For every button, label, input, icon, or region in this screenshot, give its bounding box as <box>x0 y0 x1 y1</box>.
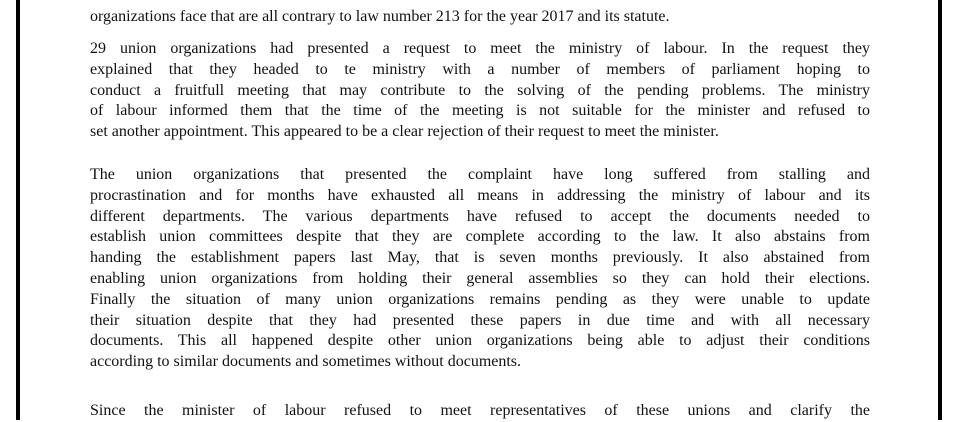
text-line: handing the establishment papers last May, that is seven months previously. It also abstained from <box>90 249 870 267</box>
text-line: conduct a fruitfull meeting that may contribute to the solving of the pending problems. The ministry <box>90 81 870 99</box>
text-line: different departments. The various departments have refused to accept the documents needed to <box>90 207 870 225</box>
paragraph-continued <box>90 7 870 28</box>
text-line: their situation despite that they had presented these papers in due time and with all necessary <box>90 311 870 329</box>
text-line: of labour informed them that the time of the meeting is not suitable for the minister and refused to <box>90 102 870 120</box>
text-line: The union organizations that presented the complaint have long suffered from stalling and <box>90 166 870 183</box>
text-line: explained that they headed to te ministry with a number of members of parliament hoping to <box>90 60 870 78</box>
text-line: organizations face that are all contrary to law number 213 for the year 2017 and its statute. <box>90 8 670 25</box>
paragraph-minister-refusal <box>90 401 870 422</box>
text-line: documents. This all happened despite other union organizations being able to adjust their conditions <box>90 332 870 350</box>
paragraph-complaint <box>90 165 870 373</box>
text-line: 29 union organizations had presented a request to meet the ministry of labour. In the request they <box>90 40 870 57</box>
paragraph-ministry-request <box>90 39 870 143</box>
text-line: Since the minister of labour refused to meet representatives of these unions and clarify the <box>90 402 870 419</box>
page-border-left <box>16 0 20 420</box>
text-line: Finally the situation of many union organizations remains pending as they were unable to update <box>90 290 870 308</box>
text-line: according to similar documents and sometimes without documents. <box>90 353 522 371</box>
text-line: enabling union organizations from holding their general assemblies so they can hold their elections. <box>90 269 870 287</box>
text-line: establish union committees despite that they are complete according to the law. It also abstains from <box>90 228 870 246</box>
page-border-right <box>938 0 942 420</box>
text-line: procrastination and for months have exhausted all means in addressing the ministry of labour and its <box>90 186 870 204</box>
text-line: set another appointment. This appeared to be a clear rejection of their request to meet the minister. <box>90 123 719 141</box>
